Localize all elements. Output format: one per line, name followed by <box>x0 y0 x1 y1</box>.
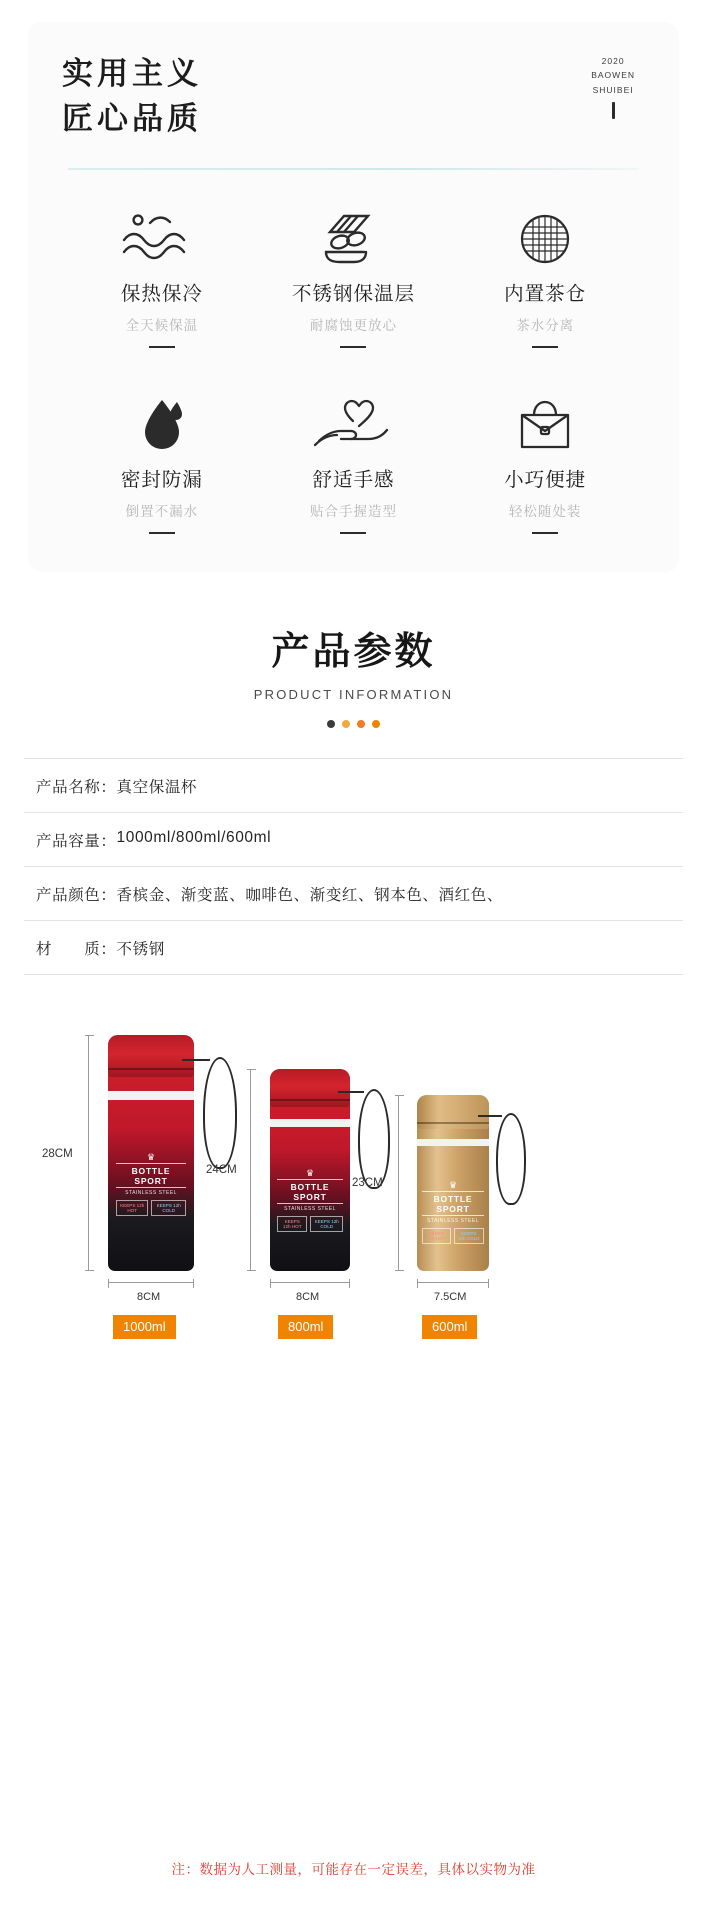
tea-filter-icon <box>449 206 641 272</box>
capacity-tag-1000ml: 1000ml <box>113 1315 176 1339</box>
feature-underline <box>149 532 175 534</box>
hero-section <box>0 0 707 572</box>
feature-title: 保热保冷 <box>120 282 203 305</box>
bottle-body <box>270 1069 350 1271</box>
table-row <box>24 758 683 813</box>
height-label-600ml: 23CM <box>352 1176 383 1189</box>
feature-underline <box>340 532 366 534</box>
hero-title-line2: 匠心品质 <box>62 100 202 136</box>
keeps-hot-badge: KEEPS 12h HOT <box>116 1200 148 1216</box>
spec-label: 产品容量： <box>36 832 117 850</box>
capacity-tag-800ml: 800ml <box>278 1315 333 1339</box>
height-dimension-1000ml <box>88 1035 89 1271</box>
feature-title: 内置茶仓 <box>504 282 587 305</box>
badge-bar-icon <box>612 102 615 119</box>
product-info-header <box>0 620 707 728</box>
feature-subtitle: 耐腐蚀更放心 <box>309 317 397 333</box>
spec-value: 真空保温杯 <box>116 778 198 796</box>
carry-strap <box>496 1113 526 1205</box>
strap-wire <box>338 1091 364 1093</box>
feature-underline <box>532 532 558 534</box>
product-info-title: 产品参数 <box>271 630 436 673</box>
strap-wire <box>182 1059 210 1061</box>
brand-subtitle: STAINLESS STEEL <box>284 1206 336 1213</box>
bottle-band <box>108 1091 194 1100</box>
height-label-800ml: 24CM <box>206 1163 237 1176</box>
spec-label: 产品颜色： <box>36 886 117 904</box>
bottle-600ml <box>417 1095 489 1271</box>
carry-strap <box>203 1057 237 1169</box>
heat-cold-icon <box>66 206 258 272</box>
bottle-logo <box>277 1169 343 1232</box>
spec-value: 香槟金、渐变蓝、咖啡色、渐变红、钢本色、酒红色、 <box>116 886 503 904</box>
product-info-subtitle: PRODUCT INFORMATION <box>253 686 454 702</box>
portable-bag-icon <box>449 392 641 458</box>
feature-subtitle: 全天候保温 <box>125 317 199 333</box>
brand-name: BOTTLE SPORT <box>277 1179 343 1204</box>
leakproof-drop-icon <box>66 392 258 458</box>
brand-badge <box>591 54 635 119</box>
bottle-body <box>417 1095 489 1271</box>
spec-label: 产品名称： <box>36 778 117 796</box>
carry-strap <box>358 1089 390 1189</box>
dot-4 <box>372 720 380 728</box>
bottle-body <box>108 1035 194 1271</box>
feature-subtitle: 轻松随处装 <box>508 503 582 519</box>
brand-name: BOTTLE SPORT <box>422 1191 484 1216</box>
measurement-note: 注：数据为人工测量，可能存在一定误差，具体以实物为准 <box>171 1862 536 1877</box>
decorative-dots <box>0 720 707 728</box>
strap-wire <box>478 1115 502 1117</box>
feature-subtitle: 茶水分离 <box>516 317 575 333</box>
spec-value: 不锈钢 <box>116 940 165 958</box>
feature-title: 不锈钢保温层 <box>291 282 415 305</box>
height-dimension-600ml <box>398 1095 399 1271</box>
keeps-hot-badge: KEEPS 12h HOT <box>422 1228 451 1244</box>
feature-grid <box>62 206 645 534</box>
feature-subtitle: 倒置不漏水 <box>125 503 199 519</box>
crown-icon: ♛ <box>146 1151 156 1162</box>
feature-title: 舒适手感 <box>312 468 395 491</box>
bottle-band <box>270 1119 350 1127</box>
cap-seam-line <box>417 1122 489 1124</box>
badge-line2: SHUIBEI <box>592 84 634 95</box>
comfort-hand-heart-icon <box>258 392 450 458</box>
feature-subtitle: 贴合手握造型 <box>309 503 397 519</box>
width-label-600ml: 7.5CM <box>434 1290 467 1303</box>
table-row <box>24 867 683 921</box>
brand-name: BOTTLE SPORT <box>116 1163 186 1188</box>
brand-subtitle: STAINLESS STEEL <box>427 1218 479 1225</box>
badge-line1: BAOWEN <box>591 70 635 81</box>
cap-seam-line <box>270 1099 350 1101</box>
bottle-logo <box>116 1153 186 1216</box>
stainless-layer-icon <box>258 206 450 272</box>
keeps-badges <box>422 1228 484 1244</box>
keeps-cold-badge: KEEPS 12h COLD <box>310 1216 343 1232</box>
cap-seam-line <box>108 1068 194 1070</box>
feature-underline <box>340 346 366 348</box>
width-dimension-1000ml <box>108 1282 194 1283</box>
bottle-800ml <box>270 1069 350 1271</box>
width-label-800ml: 8CM <box>296 1290 320 1303</box>
height-label-1000ml: 28CM <box>42 1147 73 1160</box>
feature-title: 密封防漏 <box>120 468 203 491</box>
feature-underline <box>149 346 175 348</box>
feature-item-portable <box>449 392 641 534</box>
feature-item-tea-filter <box>449 206 641 348</box>
bottle-cap <box>108 1035 194 1077</box>
keeps-cold-badge: KEEPS 12h COLD <box>151 1200 186 1216</box>
feature-title: 小巧便捷 <box>504 468 587 491</box>
bottle-cap <box>270 1069 350 1107</box>
crown-icon: ♛ <box>448 1179 458 1190</box>
spec-value: 1000ml/800ml/600ml <box>116 828 272 846</box>
divider <box>68 168 639 170</box>
feature-item-comfort <box>258 392 450 534</box>
feature-item-stainless-layer <box>258 206 450 348</box>
keeps-badges <box>277 1216 343 1232</box>
dot-1 <box>327 720 335 728</box>
keeps-hot-badge: KEEPS 12h HOT <box>277 1216 307 1232</box>
bottle-1000ml <box>108 1035 194 1271</box>
width-dimension-600ml <box>417 1282 489 1283</box>
feature-underline <box>532 346 558 348</box>
table-row <box>24 813 683 867</box>
capacity-tag-600ml: 600ml <box>422 1315 477 1339</box>
bottle-logo <box>422 1181 484 1244</box>
spec-label: 材 质： <box>36 940 117 958</box>
crown-icon: ♛ <box>305 1167 315 1178</box>
hero-card <box>28 22 679 572</box>
keeps-cold-badge: KEEPS 12h COLD <box>454 1228 484 1244</box>
bottle-band <box>417 1139 489 1146</box>
hero-title-line1: 实用主义 <box>62 56 202 91</box>
width-label-1000ml: 8CM <box>137 1290 161 1303</box>
dot-3 <box>357 720 365 728</box>
badge-year: 2020 <box>601 56 625 66</box>
dot-2 <box>342 720 350 728</box>
brand-subtitle: STAINLESS STEEL <box>125 1190 177 1197</box>
page-title <box>62 52 645 142</box>
size-diagram <box>0 1031 707 1334</box>
keeps-badges <box>116 1200 186 1216</box>
height-dimension-800ml <box>250 1069 251 1271</box>
feature-item-leakproof <box>66 392 258 534</box>
spec-table <box>24 758 683 975</box>
width-dimension-800ml <box>270 1282 350 1283</box>
feature-item-heat-cold <box>66 206 258 348</box>
table-row <box>24 921 683 975</box>
